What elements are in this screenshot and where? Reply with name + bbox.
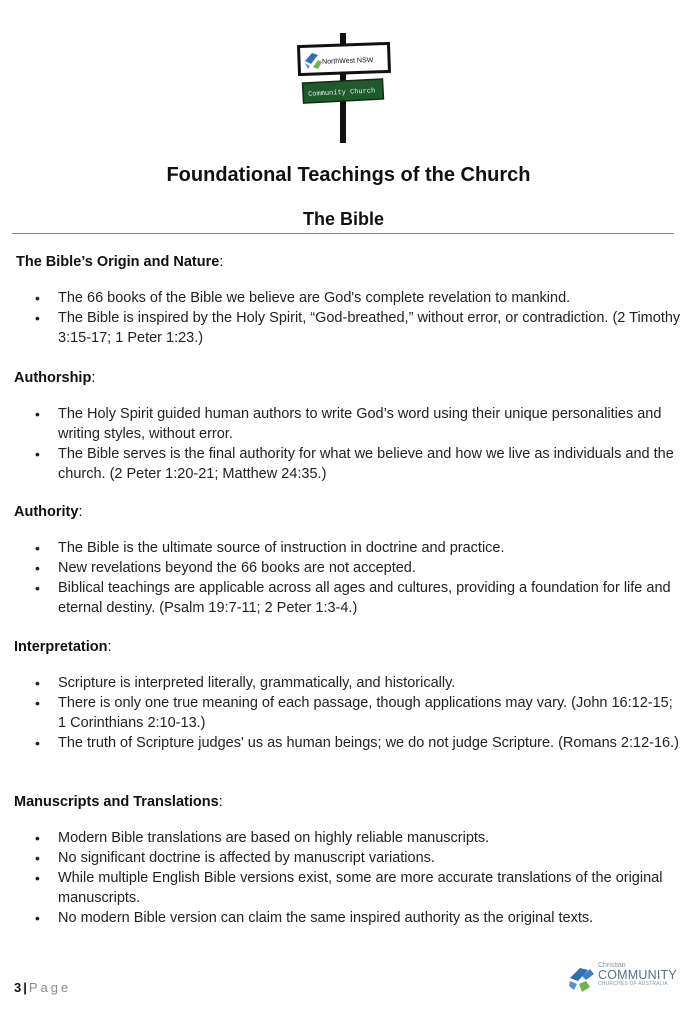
bullet-icon: • <box>35 850 40 866</box>
section-heading: Authorship: <box>14 370 96 386</box>
bullet-icon: • <box>35 675 40 691</box>
bullet-list <box>16 288 686 348</box>
list-item: • New revelations beyond the 66 books are not accepted. <box>35 560 416 576</box>
bullet-icon: • <box>35 830 40 846</box>
page-separator: | <box>23 980 27 995</box>
list-item: • While multiple English Bible versions exist, some are more accurate translations of the original manuscripts. <box>35 870 663 906</box>
section-manuscripts-and-translations <box>14 792 684 928</box>
bullet-list <box>14 673 684 753</box>
bullet-icon: • <box>35 735 40 751</box>
bullet-icon: • <box>35 310 40 326</box>
bullet-icon: • <box>35 406 40 422</box>
page-number-footer <box>14 980 71 995</box>
section-interpretation <box>14 637 684 753</box>
bullet-icon: • <box>35 695 40 711</box>
list-item: • Modern Bible translations are based on highly reliable manuscripts. <box>35 830 490 846</box>
bullet-icon: • <box>35 580 40 596</box>
bullet-icon: • <box>35 540 40 556</box>
list-item: • The Bible serves is the final authority for what we believe and how we live as individuals and the church. (2 Peter 1:20-21; Matthew 24:35.) <box>35 446 674 482</box>
bullet-list <box>14 828 684 928</box>
section-heading: The Bible’s Origin and Nature: <box>16 254 224 270</box>
bullet-list <box>14 404 684 484</box>
header-divider <box>12 233 674 234</box>
ccca-logo-text: Christian COMMUNITY CHURCHES OF AUSTRALIA <box>598 962 677 987</box>
page-word: Page <box>28 980 72 995</box>
top-sign-text: NorthWest NSW <box>321 56 374 66</box>
section-authorship <box>14 368 684 484</box>
list-item: • Biblical teachings are applicable across all ages and cultures, providing a foundation for life and eternal destiny. (Psalm 19:7-11; 2 Peter 1:3-4.) <box>35 580 671 616</box>
list-item: • The Bible is the ultimate source of instruction in doctrine and practice. <box>35 540 505 556</box>
list-item: • No modern Bible version can claim the same inspired authority as the original texts. <box>35 910 594 926</box>
section-authority <box>14 502 684 618</box>
list-item: • There is only one true meaning of each passage, though applications may vary. (John 16:12-15; 1 Corinthians 2:10-13.) <box>35 695 673 731</box>
list-item: • The Holy Spirit guided human authors to write God’s word using their unique personalities and writing styles, without error. <box>35 406 662 442</box>
bullet-icon: • <box>35 910 40 926</box>
list-item: • No significant doctrine is affected by manuscript variations. <box>35 850 435 866</box>
bullet-icon: • <box>35 290 40 306</box>
list-item: • The 66 books of the Bible we believe are God's complete revelation to mankind. <box>35 290 571 306</box>
section-origin-and-nature <box>16 252 686 348</box>
bullet-list <box>14 538 684 618</box>
ccca-logo-icon <box>568 964 596 994</box>
bullet-icon: • <box>35 446 40 462</box>
section-heading: Interpretation: <box>14 639 112 655</box>
church-signpost-logo <box>296 33 396 143</box>
page-title: Foundational Teachings of the Church <box>166 164 531 186</box>
page-number: 3 <box>14 980 22 995</box>
section-heading: Authority: <box>14 504 83 520</box>
bullet-icon: • <box>35 870 40 886</box>
bottom-sign-text: Community Church <box>307 87 376 99</box>
list-item: • The truth of Scripture judges' us as human beings; we do not judge Scripture. (Romans 2:12-16.) <box>35 735 679 751</box>
ccca-footer-logo <box>568 962 677 996</box>
list-item: • Scripture is interpreted literally, grammatically, and historically. <box>35 675 456 691</box>
page-subtitle: The Bible <box>302 209 384 229</box>
section-heading: Manuscripts and Translations: <box>14 794 223 810</box>
list-item: • The Bible is inspired by the Holy Spirit, “God-breathed,” without error, or contradiction. (2 Timothy 3:15-17; 1 Peter 1:23.) <box>35 310 681 346</box>
bullet-icon: • <box>35 560 40 576</box>
